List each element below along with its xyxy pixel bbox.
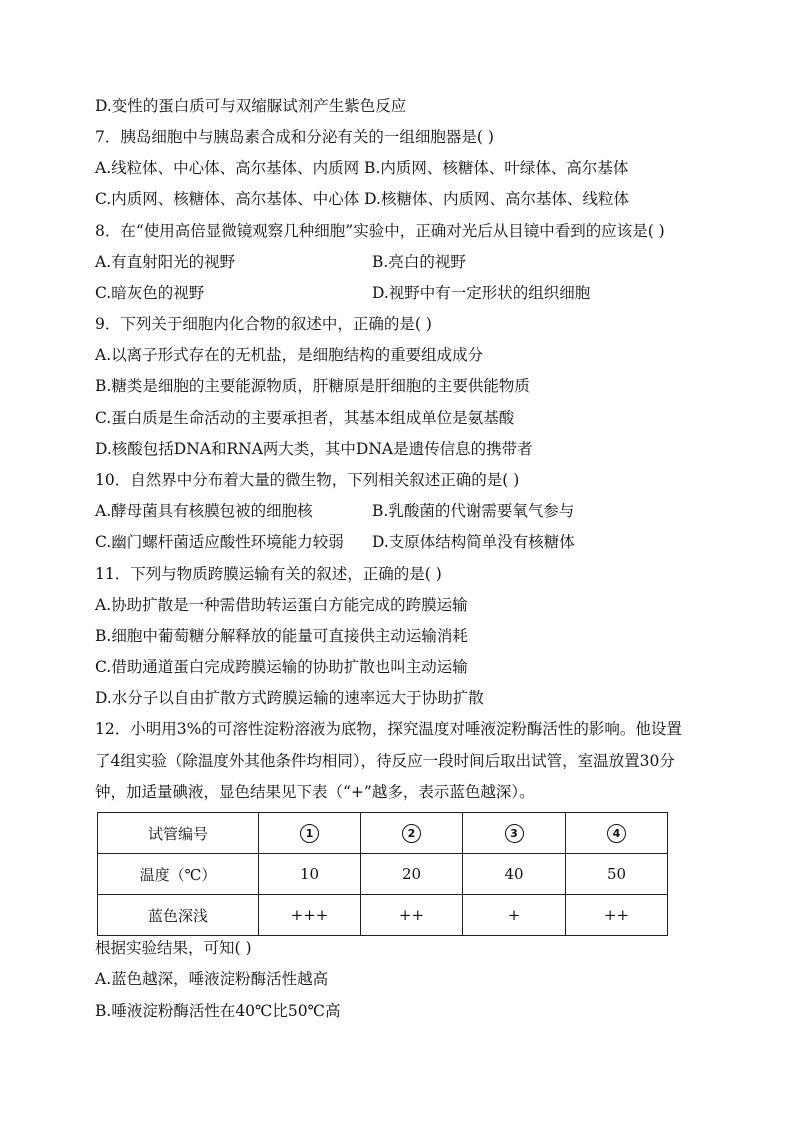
table-row — [98, 813, 668, 854]
q7-options-cd: C.内质网、核糖体、高尔基体、中心体 D.核糖体、内质网、高尔基体、线粒体 — [95, 190, 629, 208]
table-cell — [361, 813, 463, 854]
q11-option-c: C.借助通道蛋白完成跨膜运输的协助扩散也叫主动运输 — [95, 658, 468, 676]
q9-option-d: D.核酸包括DNA和RNA两大类，其中DNA是遗传信息的携带者 — [95, 440, 533, 458]
q10-option-c: C.幽门螺杆菌适应酸性环境能力较弱 — [95, 533, 344, 551]
q6-option-d: D.变性的蛋白质可与双缩脲试剂产生紫色反应 — [95, 97, 407, 115]
q12-option-a: A.蓝色越深，唾液淀粉酶活性越高 — [95, 970, 329, 988]
table-cell: 40 — [463, 854, 566, 895]
q12-stem-line2: 了4组实验（除温度外其他条件均相同），待反应一段时间后取出试管，室温放置30分 — [95, 752, 675, 770]
q11-stem: 11．下列与物质跨膜运输有关的叙述，正确的是( ) — [95, 565, 442, 583]
circled-number: 3 — [505, 824, 524, 843]
table-cell: ++ — [361, 895, 463, 936]
q8-option-b: B.亮白的视野 — [372, 253, 466, 271]
q9-option-a: A.以离子形式存在的无机盐，是细胞结构的重要组成成分 — [95, 346, 484, 364]
circled-number: 1 — [300, 824, 319, 843]
q9-option-b: B.糖类是细胞的主要能源物质，肝糖原是肝细胞的主要供能物质 — [95, 377, 530, 395]
q12-stem-line1: 12．小明用3%的可溶性淀粉溶液为底物，探究温度对唾液淀粉酶活性的影响。他设置 — [95, 720, 682, 738]
table-cell — [259, 813, 361, 854]
q10-option-a: A.酵母菌具有核膜包被的细胞核 — [95, 502, 313, 520]
q12-option-b: B.唾液淀粉酶活性在40℃比50℃高 — [95, 1002, 341, 1020]
table-cell: 20 — [361, 854, 463, 895]
q12-stem-line3: 钟，加适量碘液，显色结果见下表（“+”越多，表示蓝色越深）。 — [95, 783, 535, 801]
q11-option-a: A.协助扩散是一种需借助转运蛋白方能完成的跨膜运输 — [95, 596, 468, 614]
table-cell — [566, 813, 668, 854]
q12-prompt: 根据实验结果，可知( ) — [95, 939, 252, 957]
q9-stem: 9．下列关于细胞内化合物的叙述中，正确的是( ) — [95, 315, 432, 333]
table-cell: +++ — [259, 895, 361, 936]
q10-option-b: B.乳酸菌的代谢需要氧气参与 — [372, 502, 575, 520]
circled-number: 2 — [402, 824, 421, 843]
q7-stem: 7．胰岛细胞中与胰岛素合成和分泌有关的一组细胞器是( ) — [95, 128, 494, 146]
q11-option-d: D.水分子以自由扩散方式跨膜运输的速率远大于协助扩散 — [95, 689, 484, 707]
q10-option-d: D.支原体结构简单没有核糖体 — [372, 533, 575, 551]
table-cell: 50 — [566, 854, 668, 895]
q8-option-a: A.有直射阳光的视野 — [95, 253, 236, 271]
q8-option-d: D.视野中有一定形状的组织细胞 — [372, 284, 591, 302]
q8-stem: 8．在“使用高倍显微镜观察几种细胞”实验中，正确对光后从目镜中看到的应该是( ) — [95, 222, 665, 240]
table-cell: 蓝色深浅 — [98, 895, 259, 936]
circled-number: 4 — [607, 824, 626, 843]
table-cell: ++ — [566, 895, 668, 936]
q11-option-b: B.细胞中葡萄糖分解释放的能量可直接供主动运输消耗 — [95, 627, 468, 645]
table-cell: 试管编号 — [98, 813, 259, 854]
table-row — [98, 854, 668, 895]
table-row — [98, 895, 668, 936]
experiment-table — [97, 812, 668, 936]
table-cell: + — [463, 895, 566, 936]
q10-stem: 10．自然界中分布着大量的微生物，下列相关叙述正确的是( ) — [95, 471, 520, 489]
table-cell — [463, 813, 566, 854]
table-cell: 10 — [259, 854, 361, 895]
q9-option-c: C.蛋白质是生命活动的主要承担者，其基本组成单位是氨基酸 — [95, 409, 515, 427]
table-cell: 温度（℃） — [98, 854, 259, 895]
q8-option-c: C.暗灰色的视野 — [95, 284, 205, 302]
q7-options-ab: A.线粒体、中心体、高尔基体、内质网 B.内质网、核糖体、叶绿体、高尔基体 — [95, 159, 629, 177]
